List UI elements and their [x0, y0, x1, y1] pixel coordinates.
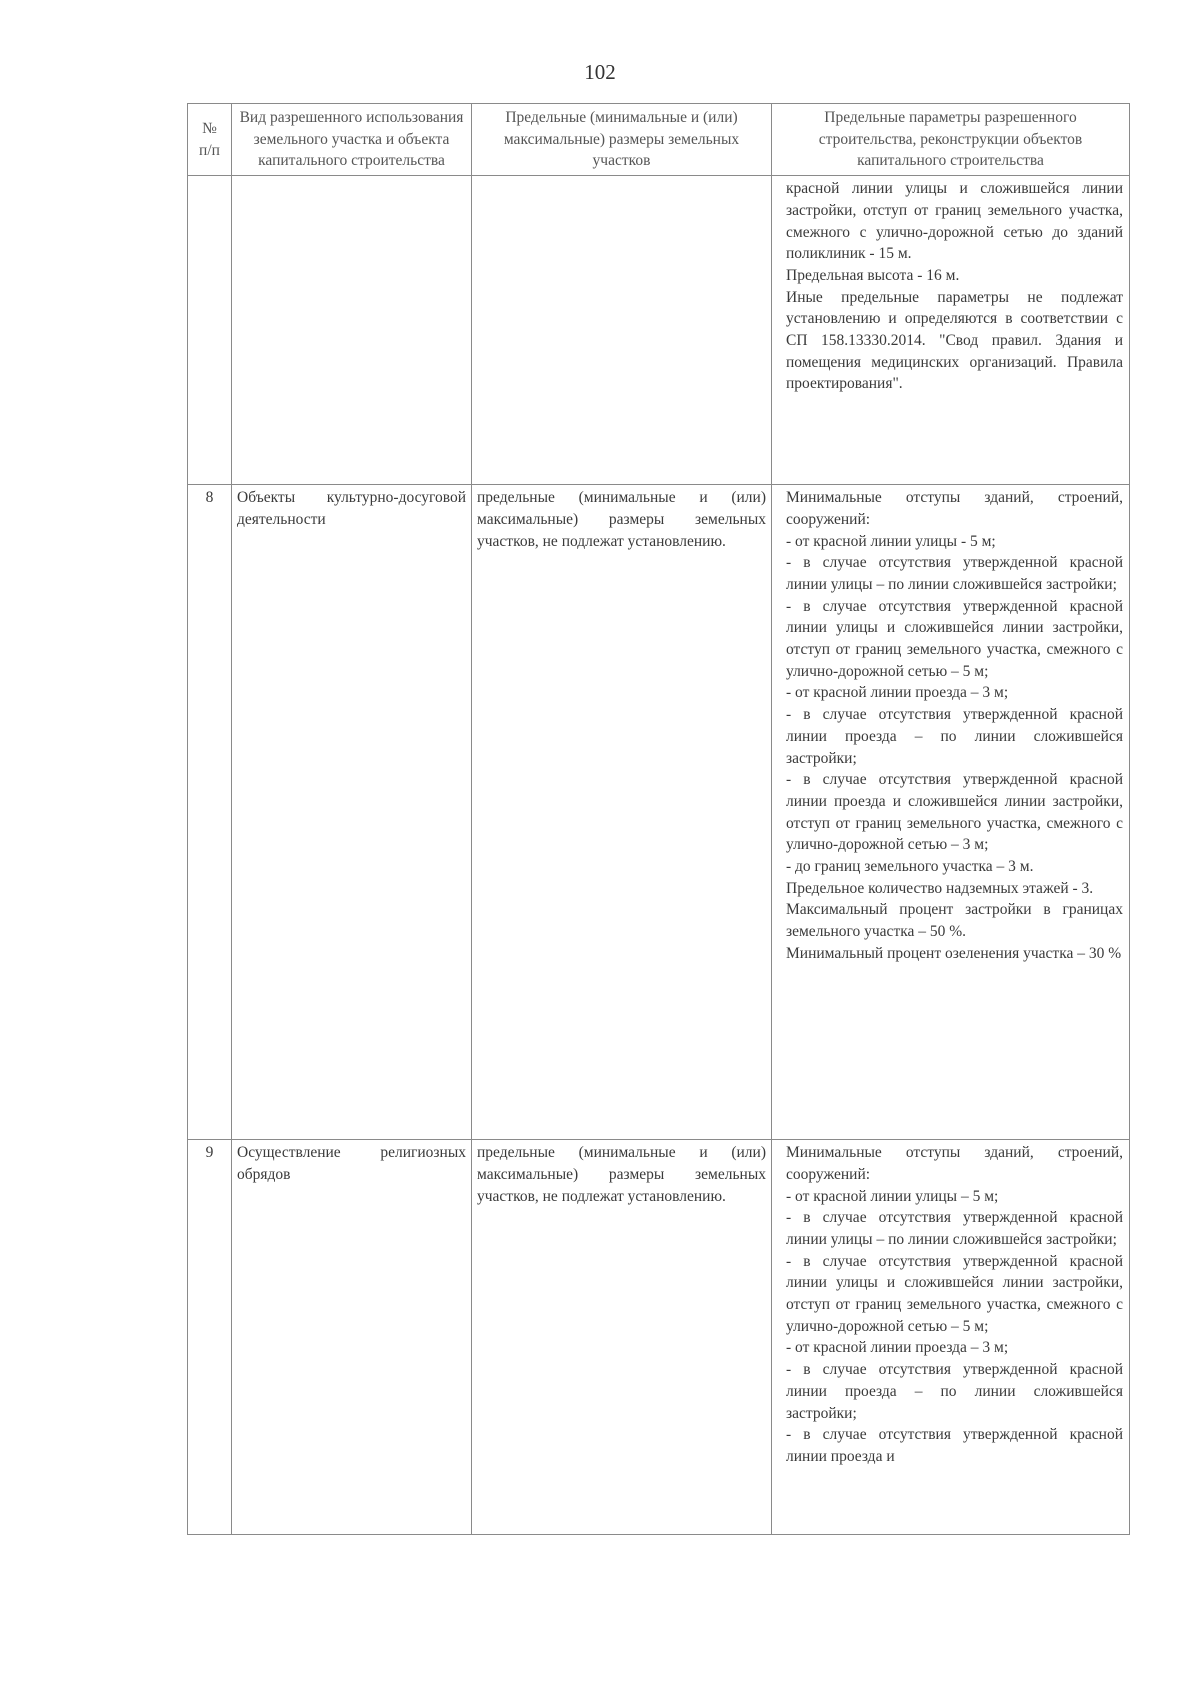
table-header-row [188, 104, 1130, 176]
param-line: - в случае отсутствия утвержденной красной линии проезда – по линии сложившейся застройки; [786, 1361, 1123, 1422]
param-line: - от красной линии проезда – 3 м; [786, 1339, 1009, 1357]
row-use-type: Объекты культурно-досуговой деятельности [232, 485, 472, 1140]
row-num [188, 176, 232, 485]
param-line: Предельная высота - 16 м. [786, 266, 960, 284]
param-line: - от красной линии улицы - 5 м; [786, 532, 996, 550]
param-line: Минимальные отступы зданий, строений, сооружений: [786, 1144, 1123, 1183]
table-row [188, 176, 1130, 485]
table-row [188, 485, 1130, 1140]
param-line: Иные предельные параметры не подлежат установлению и определяются в соответствии с СП 158.13330.2014. "Свод правил. Здания и помещения медицинских организаций. Правила проектирования". [786, 288, 1123, 393]
param-line: - в случае отсутствия утвержденной красной линии улицы и сложившейся линии застройки, отступ от границ земельного участка, смежного с улично-дорожной сетью – 5 м; [786, 597, 1123, 680]
param-line: - от красной линии проезда – 3 м; [786, 684, 1009, 702]
param-line: - от красной линии улицы – 5 м; [786, 1187, 999, 1205]
param-line: Предельное количество надземных этажей - 3. [786, 879, 1094, 897]
row-build-params [772, 485, 1130, 1140]
header-build-params: Предельные параметры разрешенного строительства, реконструкции объектов капитального строительства [772, 104, 1130, 176]
param-line: - в случае отсутствия утвержденной красной линии улицы – по линии сложившейся застройки; [786, 1209, 1123, 1248]
row-plot-size: предельные (минимальные и (или) максимальные) размеры земельных участков, не подлежат установлению. [472, 485, 772, 1140]
param-line: Минимальные отступы зданий, строений, сооружений: [786, 489, 1123, 528]
header-num: № п/п [188, 104, 232, 176]
row-use-type: Осуществление религиозных обрядов [232, 1140, 472, 1535]
param-line: Минимальный процент озеленения участка – 30 % [786, 944, 1122, 962]
param-line: - в случае отсутствия утвержденной красной линии проезда – по линии сложившейся застройки; [786, 706, 1123, 767]
header-use-type: Вид разрешенного использования земельного участка и объекта капитального строительства [232, 104, 472, 176]
row-build-params [772, 1140, 1130, 1535]
row-num: 8 [188, 485, 232, 1140]
table-row [188, 1140, 1130, 1535]
param-line: Максимальный процент застройки в границах земельного участка – 50 %. [786, 901, 1123, 941]
row-plot-size [472, 176, 772, 485]
param-line: - до границ земельного участка – 3 м. [786, 858, 1034, 876]
page-number: 102 [584, 60, 616, 84]
param-line: красной линии улицы и сложившейся линии застройки, отступ от границ земельного участка, смежного с улично-дорожной сетью до зданий поликлиник - 15 м. [786, 180, 1123, 263]
param-line: - в случае отсутствия утвержденной красной линии проезда и [786, 1426, 1123, 1465]
row-use-type [232, 176, 472, 485]
regulations-table [187, 103, 1130, 1535]
row-plot-size: предельные (минимальные и (или) максимальные) размеры земельных участков, не подлежат установлению. [472, 1140, 772, 1535]
row-num: 9 [188, 1140, 232, 1535]
param-line: - в случае отсутствия утвержденной красной линии проезда и сложившейся линии застройки, отступ от границ земельного участка, смежного с улично-дорожной сетью – 3 м; [786, 771, 1123, 854]
param-line: - в случае отсутствия утвержденной красной линии улицы и сложившейся линии застройки, отступ от границ земельного участка, смежного с улично-дорожной сетью – 5 м; [786, 1252, 1123, 1335]
row-build-params [772, 176, 1130, 485]
param-line: - в случае отсутствия утвержденной красной линии улицы – по линии сложившейся застройки; [786, 554, 1123, 593]
header-plot-size: Предельные (минимальные и (или) максимальные) размеры земельных участков [472, 104, 772, 176]
